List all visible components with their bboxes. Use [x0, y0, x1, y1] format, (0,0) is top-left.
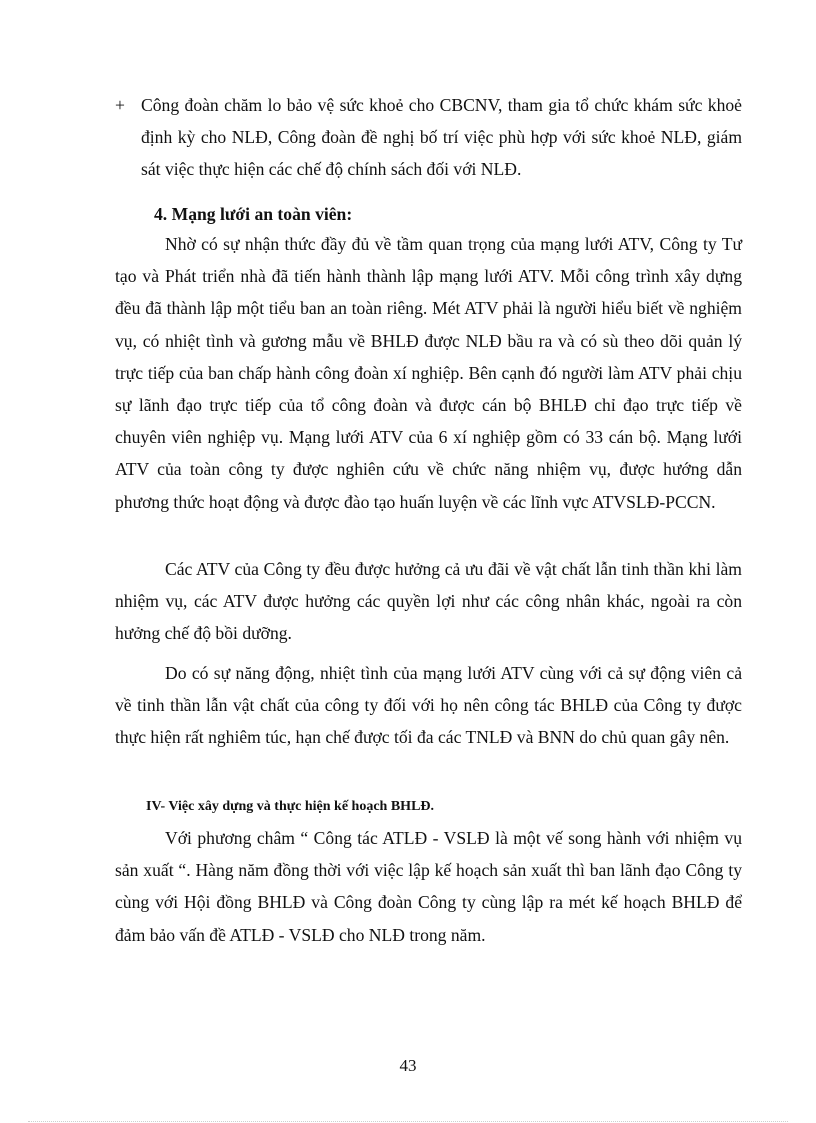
section-heading-4: 4. Mạng lưới an toàn viên:	[154, 204, 353, 224]
bullet-mark: +	[115, 95, 125, 115]
page-number: 43	[399, 1056, 417, 1075]
paragraph-bhld-plan: Với phương châm “ Công tác ATLĐ - VSLĐ là một vế song hành với nhiệm vụ sản xuất “. Hàng năm đồng thời với việc lập kế hoạch sản xuất thì ban lãnh đạo Công ty cùng với Hội đồng BHLĐ và Công đoàn Công ty cùng lập ra mét kế hoạch BHLĐ để đảm bảo vấn đề ATLĐ - VSLĐ cho NLĐ trong năm.	[115, 828, 742, 945]
bullet-paragraph	[115, 89, 742, 186]
paragraph-atv-results: Do có sự năng động, nhiệt tình của mạng lưới ATV cùng với cả sự động viên cả về tinh thần lẫn vật chất của công ty đối với họ nên công tác BHLĐ của Công ty được thực hiện rất nghiêm túc, hạn chế được tối đa các TNLĐ và BNN do chủ quan gây nên.	[115, 663, 742, 748]
paragraph-atv-network: Nhờ có sự nhận thức đầy đủ về tầm quan trọng của mạng lưới ATV, Công ty Tư tạo và Phát triển nhà đã tiến hành thành lập mạng lưới ATV. Mỗi công trình xây dựng đều đã thành lập một tiểu ban an toàn riêng. Mét ATV phải là người hiểu biết về nghiệm vụ, có nhiệt tình và gương mẫu về BHLĐ được NLĐ bầu ra và có sù theo dõi quản lý trực tiếp của ban chấp hành công đoàn xí nghiệp. Bên cạnh đó người làm ATV phải chịu sự lãnh đạo trực tiếp của tổ công đoàn và được cán bộ BHLĐ chỉ đạo trực tiếp về chuyên viên nghiệp vụ. Mạng lưới ATV của 6 xí nghiệp gồm có 33 cán bộ. Mạng lưới ATV của toàn công ty được nghiên cứu về chức năng nhiệm vụ, được hướng dẫn phương thức hoạt động và được đào tạo huấn luyện về các lĩnh vực ATVSLĐ-PCCN.	[115, 234, 742, 512]
footer-divider	[28, 1121, 788, 1122]
section-heading-iv: IV- Việc xây dựng và thực hiện kế hoạch BHLĐ.	[146, 799, 435, 814]
bullet-text: Công đoàn chăm lo bảo vệ sức khoẻ cho CBCNV, tham gia tổ chức khám sức khoẻ định kỳ cho NLĐ, Công đoàn đề nghị bố trí việc phù hợp với sức khoẻ NLĐ, giám sát việc thực hiện các chế độ chính sách đối với NLĐ.	[141, 95, 742, 180]
paragraph-atv-benefits: Các ATV của Công ty đều được hưởng cả ưu đãi về vật chất lẫn tinh thần khi làm nhiệm vụ, các ATV được hưởng các quyền lợi như các công nhân khác, ngoài ra còn hưởng chế độ bồi dưỡng.	[115, 559, 742, 644]
